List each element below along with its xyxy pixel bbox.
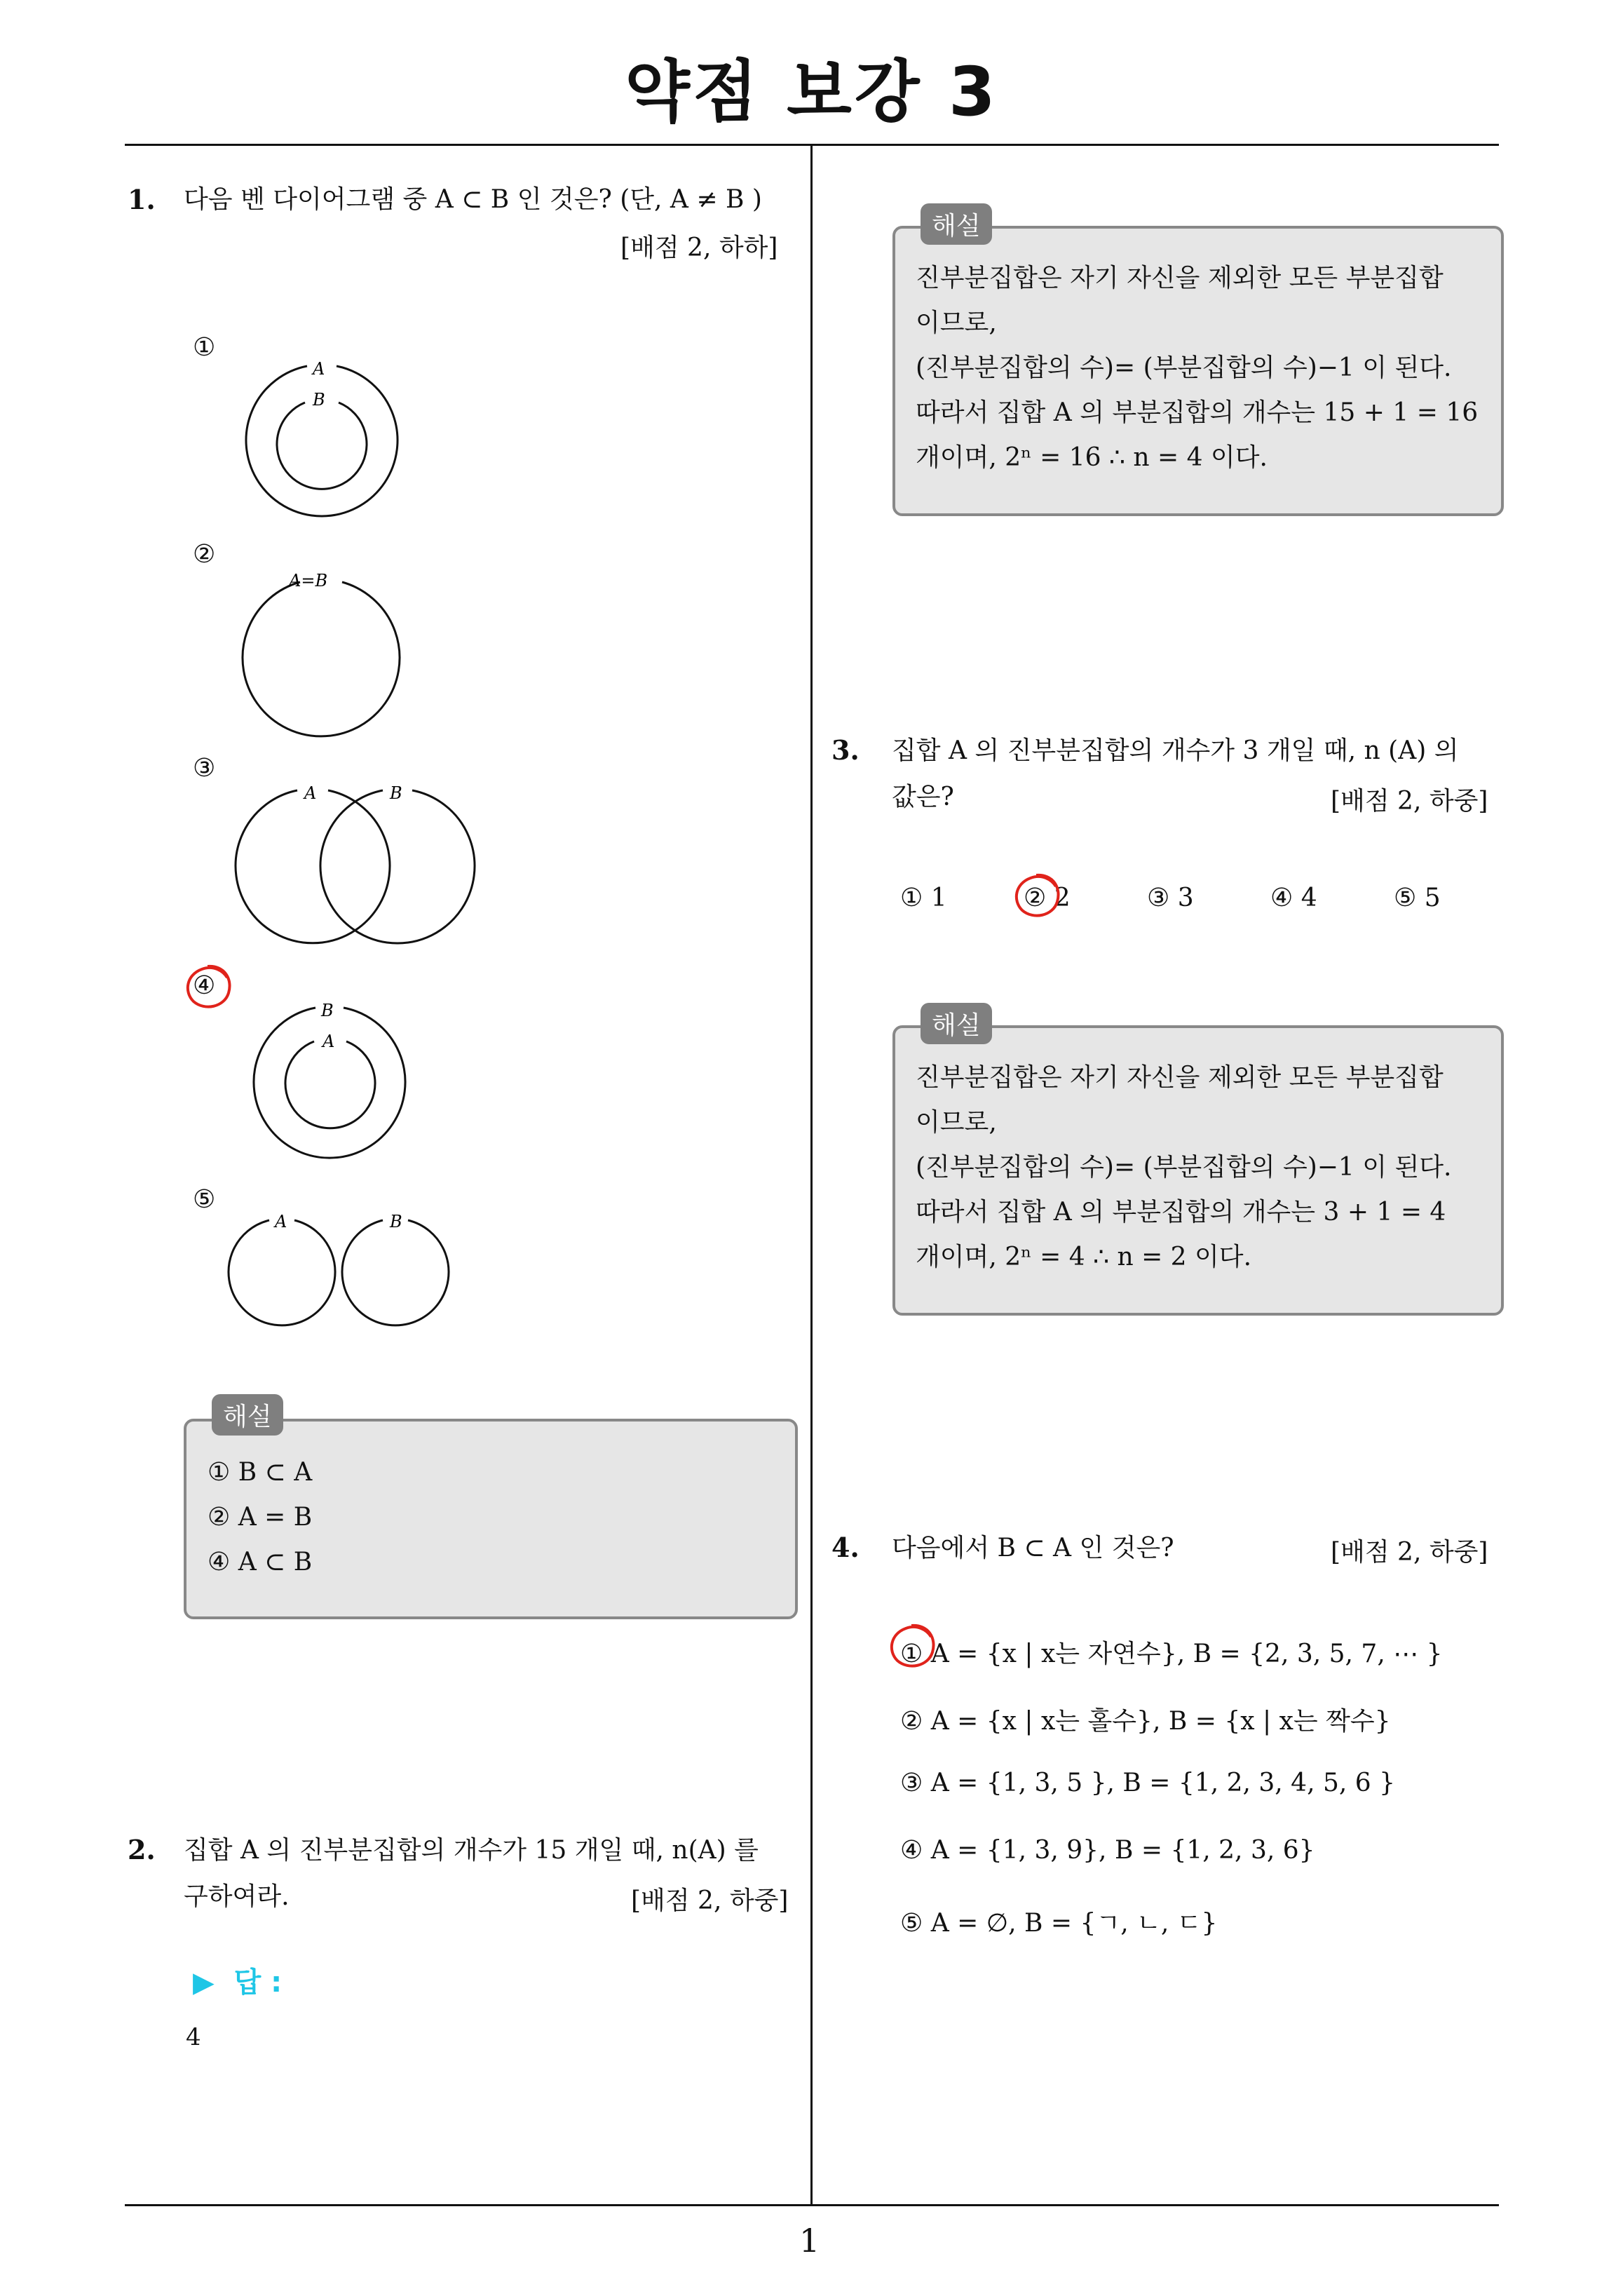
- q1-choice-4-number[interactable]: ④: [193, 971, 216, 1000]
- question-4-meta: [배점 2, 하중]: [1331, 1538, 1488, 1567]
- q3-solution-line-5: 개이며, 2ⁿ = 4 ∴ n = 2 이다.: [916, 1243, 1252, 1271]
- q2-solution-line-3: (진부분집합의 수)= (부분집합의 수)−1 이 된다.: [916, 353, 1452, 382]
- venn1-label-b: B: [313, 390, 325, 410]
- question-1-number: 1.: [128, 184, 156, 215]
- q3-choice-1[interactable]: ① 1: [900, 884, 947, 912]
- q1-venn-3: [224, 775, 491, 957]
- venn3-circle-b: [320, 790, 475, 943]
- question-3-meta: [배점 2, 하중]: [1331, 787, 1488, 816]
- venn3-label-a: A: [304, 783, 317, 803]
- question-2-meta: [배점 2, 하중]: [631, 1886, 789, 1915]
- q1-choice-4-answer-mark: [181, 961, 237, 1017]
- q2-answer-value[interactable]: 4: [186, 2023, 201, 2051]
- venn4-inner-circle: [285, 1041, 375, 1128]
- q2-solution-tag: 해설: [921, 203, 992, 245]
- q1-solution-line-3: ④ A ⊂ B: [208, 1548, 313, 1576]
- q4-choice-1[interactable]: ① A = {x | x는 자연수}, B = {2, 3, 5, 7, ⋯ }: [900, 1640, 1443, 1668]
- q1-venn-2: [224, 561, 407, 743]
- q1-choice-1-number[interactable]: ①: [193, 333, 216, 362]
- q1-choice-3-number[interactable]: ③: [193, 754, 216, 783]
- q2-solution-line-2: 이므로,: [916, 309, 997, 337]
- q4-choice-2[interactable]: ② A = {x | x는 홀수}, B = {x | x는 짝수}: [900, 1707, 1391, 1736]
- page-number: 1: [799, 2222, 820, 2260]
- q2-solution-line-5: 개이며, 2ⁿ = 16 ∴ n = 4 이다.: [916, 443, 1268, 472]
- venn4-label-b: B: [321, 1001, 334, 1020]
- venn5-circle-a: [229, 1220, 335, 1325]
- venn5-label-a: A: [275, 1212, 287, 1231]
- venn1-outer-circle: [246, 366, 398, 516]
- q2-answer-label: ▶ 답 :: [193, 1966, 283, 1999]
- q2-solution-line-4: 따라서 집합 A 의 부분집합의 개수는 15 + 1 = 16: [916, 398, 1479, 427]
- venn5-circle-b: [342, 1220, 449, 1325]
- q4-choice-3[interactable]: ③ A = {1, 3, 5 }, B = {1, 2, 3, 4, 5, 6 }: [900, 1769, 1396, 1797]
- q1-choice-2-number[interactable]: ②: [193, 540, 216, 569]
- q1-venn-5: [224, 1206, 463, 1332]
- q1-choice-5-number[interactable]: ⑤: [193, 1185, 216, 1214]
- q1-solution-line-1: ① B ⊂ A: [208, 1458, 313, 1487]
- venn5-label-b: B: [390, 1212, 402, 1231]
- q2-solution-line-1: 진부분집합은 자기 자신을 제외한 모든 부분집합: [916, 264, 1444, 292]
- question-3-number: 3.: [831, 734, 860, 766]
- page-title: 약점 보강 3: [625, 53, 998, 131]
- venn4-outer-circle: [254, 1008, 405, 1158]
- venn4-label-a: A: [322, 1032, 335, 1051]
- question-4-text: 다음에서 B ⊂ A 인 것은?: [892, 1534, 1174, 1562]
- q3-choice-2-answer-mark: [1010, 870, 1066, 926]
- q3-choice-2[interactable]: ② 2: [1024, 884, 1071, 912]
- q3-choice-4[interactable]: ④ 4: [1270, 884, 1317, 912]
- q3-solution-tag: 해설: [921, 1003, 992, 1044]
- question-2-number: 2.: [128, 1834, 156, 1865]
- venn3-circle-a: [236, 790, 390, 943]
- q1-venn-4: [238, 992, 421, 1161]
- question-3-text-line-1: 집합 A 의 진부분집합의 개수가 3 개일 때, n (A) 의: [892, 736, 1459, 765]
- footer-rule: [125, 2204, 1499, 2206]
- q1-solution-line-2: ② A = B: [208, 1503, 313, 1532]
- q4-choice-4[interactable]: ④ A = {1, 3, 9}, B = {1, 2, 3, 6}: [900, 1836, 1315, 1865]
- question-1-text: 다음 벤 다이어그램 중 A ⊂ B 인 것은? (단, A ≠ B ): [184, 185, 762, 214]
- q4-choice-1-answer-mark: [885, 1620, 941, 1676]
- q4-choice-5[interactable]: ⑤ A = ∅, B = {ㄱ, ㄴ, ㄷ}: [900, 1909, 1218, 1938]
- q1-solution-tag: 해설: [212, 1394, 283, 1436]
- q3-solution-line-3: (진부분집합의 수)= (부분집합의 수)−1 이 된다.: [916, 1153, 1452, 1182]
- q3-choice-5[interactable]: ⑤ 5: [1394, 884, 1441, 912]
- venn3-label-b: B: [390, 783, 402, 803]
- q1-venn-1: [224, 351, 407, 533]
- venn1-inner-circle: [277, 403, 367, 489]
- q3-solution-line-4: 따라서 집합 A 의 부분집합의 개수는 3 + 1 = 4: [916, 1198, 1446, 1227]
- venn2-circle: [243, 582, 400, 736]
- question-1-meta: [배점 2, 하하]: [620, 234, 778, 262]
- question-2-text-line-1: 집합 A 의 진부분집합의 개수가 15 개일 때, n(A) 를: [184, 1836, 759, 1865]
- q3-solution-line-1: 진부분집합은 자기 자신을 제외한 모든 부분집합: [916, 1063, 1444, 1092]
- venn2-label: A=B: [289, 571, 328, 590]
- question-3-text-line-2: 값은?: [892, 783, 954, 811]
- q3-solution-line-2: 이므로,: [916, 1108, 997, 1137]
- column-divider: [810, 146, 813, 2204]
- q3-choice-3[interactable]: ③ 3: [1147, 884, 1194, 912]
- question-4-number: 4.: [831, 1532, 860, 1563]
- venn1-label-a: A: [313, 359, 325, 379]
- question-2-text-line-2: 구하여라.: [184, 1882, 290, 1911]
